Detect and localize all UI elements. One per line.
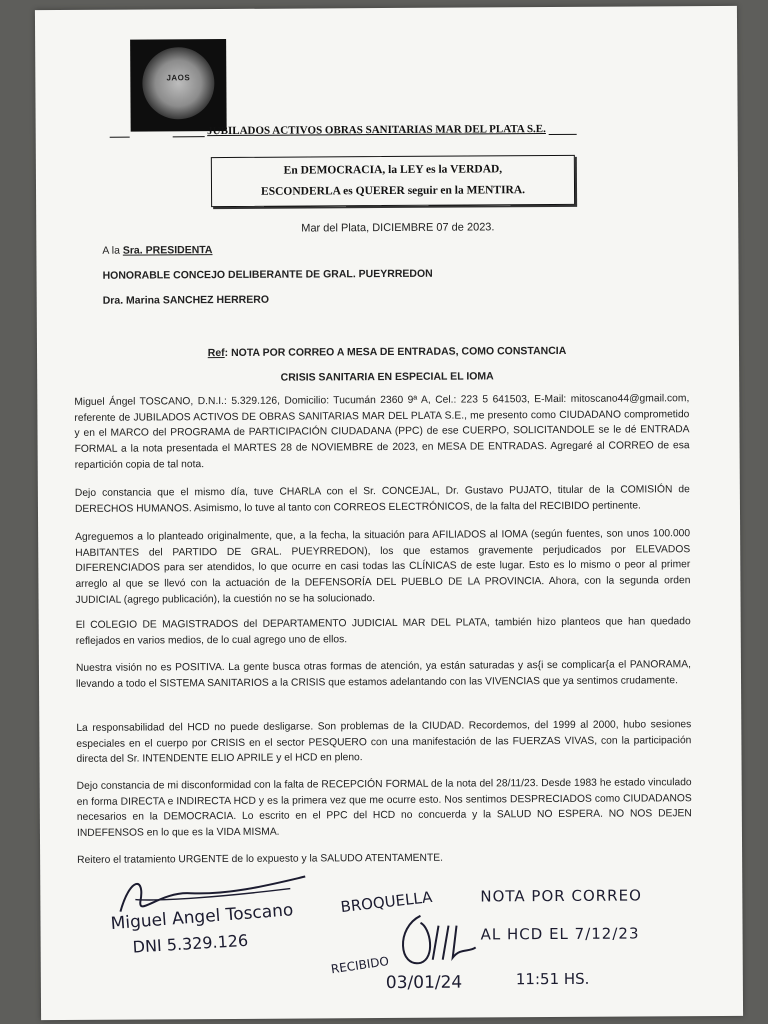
addressee-name: Dra. Marina SANCHEZ HERRERO: [102, 293, 270, 307]
addressee-prefix: A la: [102, 244, 123, 257]
receiver-signature: [390, 907, 480, 973]
paragraph-7: Dejo constancia de mi disconformidad con la falta de RECEPCIÓN FORMAL de la nota del 28/11/23. Desde 1983 he estado vinculado en forma DIRECTA e INDIRECTA HCD y es la primera vez que me ocurre esto. Nos sentimos DESPRECIADOS como CIUDADANOS necesarios en la DEMOCRACIA. Lo escrito en el PPC del HCD no concuerda y la SALUD NO ESPERA. NO NOS DEJEN INDEFENSOS en lo que es la VIDA MISMA.: [76, 777, 692, 840]
reference-line-1: [57, 344, 717, 360]
received-label: RECIBIDO: [330, 954, 390, 977]
underline-right: [549, 134, 577, 135]
paragraph-2: Dejo constancia que el mismo día, tuve CHARLA con el Sr. CONCEJAL, Dr. Gustavo PUJATO, titular de la COMISIÓN de DERECHOS HUMANOS. Asimismo, lo tuve al tanto con CORREOS ELECTRÓNICOS, de la falta del RECIBIDO pertinente.: [74, 484, 690, 515]
signer-dni: DNI 5.329.126: [132, 930, 249, 957]
organization-header: [110, 123, 570, 142]
signer-name: Miguel Angel Toscano: [109, 900, 294, 935]
reference-label: Ref: [207, 347, 225, 360]
addressee-body: HONORABLE CONCEJO DELIBERANTE DE GRAL. PUEYRREDON: [102, 267, 433, 282]
paragraph-5: Nuestra visión no es POSITIVA. La gente busca otras formas de atención, ya están saturadas y as{i se complicar{a el PANORAMA, llevando a todo el SISTEMA SANITARIOS a la CRISIS que estamos adelantando con las VIVENCIAS que ya sentimos crudamente.: [75, 659, 691, 690]
reference-text: : NOTA POR CORREO A MESA DE ENTRADAS, COMO CONSTANCIA: [224, 344, 567, 360]
paragraph-4: El COLEGIO DE MAGISTRADOS del DEPARTAMENTO JUDICIAL MAR DEL PLATA, también hizo planteos que han quedado reflejados en varios medios, de lo cual agrego uno de ellos.: [75, 616, 691, 647]
received-time: 11:51 HS.: [515, 969, 590, 989]
addressee-title: [102, 244, 212, 257]
paragraph-3: Agreguemos a lo planteado originalmente, que, a la fecha, la situación para AFILIADOS al IOMA (según fuentes, son unos 100.000 HABITANTES del PARTIDO DE GRAL. PUEYRREDON), los que estamos gravemente perjudicados por ELEVADOS DIFERENCIADOS para ser atendidos, lo que ocurre en casi todas las CLÍNICAS de este lugar. Esto es lo mismo o peor al primer arreglo al que se llevó con la actuación de la DEFENSORÍA DEL PUEBLO DE LA PROVINCIA. Ahora, con la segunda orden JUDICIAL (agrego publicación), la cuestión no se ha solucionado.: [75, 528, 691, 606]
organization-name: JUBILADOS ACTIVOS OBRAS SANITARIAS MAR DEL PLATA S.E.: [207, 123, 546, 138]
letter-date: Mar del Plata, DICIEMBRE 07 de 2023.: [301, 221, 495, 235]
delivery-note-line-2: AL HCD EL 7/12/23: [480, 924, 640, 944]
received-date: 03/01/24: [385, 972, 463, 994]
paragraph-1: Miguel Ángel TOSCANO, D.N.I.: 5.329.126, Domicilio: Tucumán 2360 9ª A, Cel.: 223 5 641503, E-Mail: mitoscano44@gmail.com, referente de JUBILADOS ACTIVOS DE OBRAS SANITARIAS MAR DEL PLATA S.E., me presento como CIUDADANO comprometido y en el MARCO del PROGRAMA de PARTICIPACIÓN CIUDADANA (PPC) de ese CUERPO, SOLICITANDOLE se le dé ENTRADA FORMAL a la nota presentada el MARTES 28 de NOVIEMBRE de 2023, en MESA DE ENTRADAS. Agregaré al CORREO de esa repartición copia de tal nota.: [74, 393, 690, 471]
organization-logo: [130, 39, 227, 132]
logo-emblem: [142, 47, 214, 119]
motto-line-2: ESCONDERLA es QUERER seguir en la MENTIRA.: [260, 184, 526, 198]
delivery-note-line-1: NOTA POR CORREO: [480, 886, 642, 906]
motto-line-1: En DEMOCRACIA, la LEY es la VERDAD,: [283, 163, 503, 177]
letter-page: [35, 6, 743, 1020]
paragraph-6: La responsabilidad del HCD no puede desligarse. Son problemas de la CIUDAD. Recordemos, del 1999 al 2000, hubo sesiones especiales en el cuerpo por CRISIS en el sector PESQUERO con una manifestación de las FUERZAS VIVAS, con la participación directa del Sr. INTENDENTE ELIO APRILE y el HCD en pleno.: [76, 719, 692, 766]
logo-text: JAOS: [166, 73, 191, 83]
motto-box: [211, 155, 575, 207]
reference-line-2: CRISIS SANITARIA EN ESPECIAL EL IOMA: [280, 370, 494, 384]
underline-middle: [172, 136, 204, 137]
underline-left: [110, 137, 130, 138]
addressee-role: Sra. PRESIDENTA: [122, 244, 213, 257]
paragraph-8: Reitero el tratamiento URGENTE de lo expuesto y la SALUDO ATENTAMENTE.: [77, 852, 444, 866]
receiver-name: BROQUELLA: [339, 887, 434, 917]
